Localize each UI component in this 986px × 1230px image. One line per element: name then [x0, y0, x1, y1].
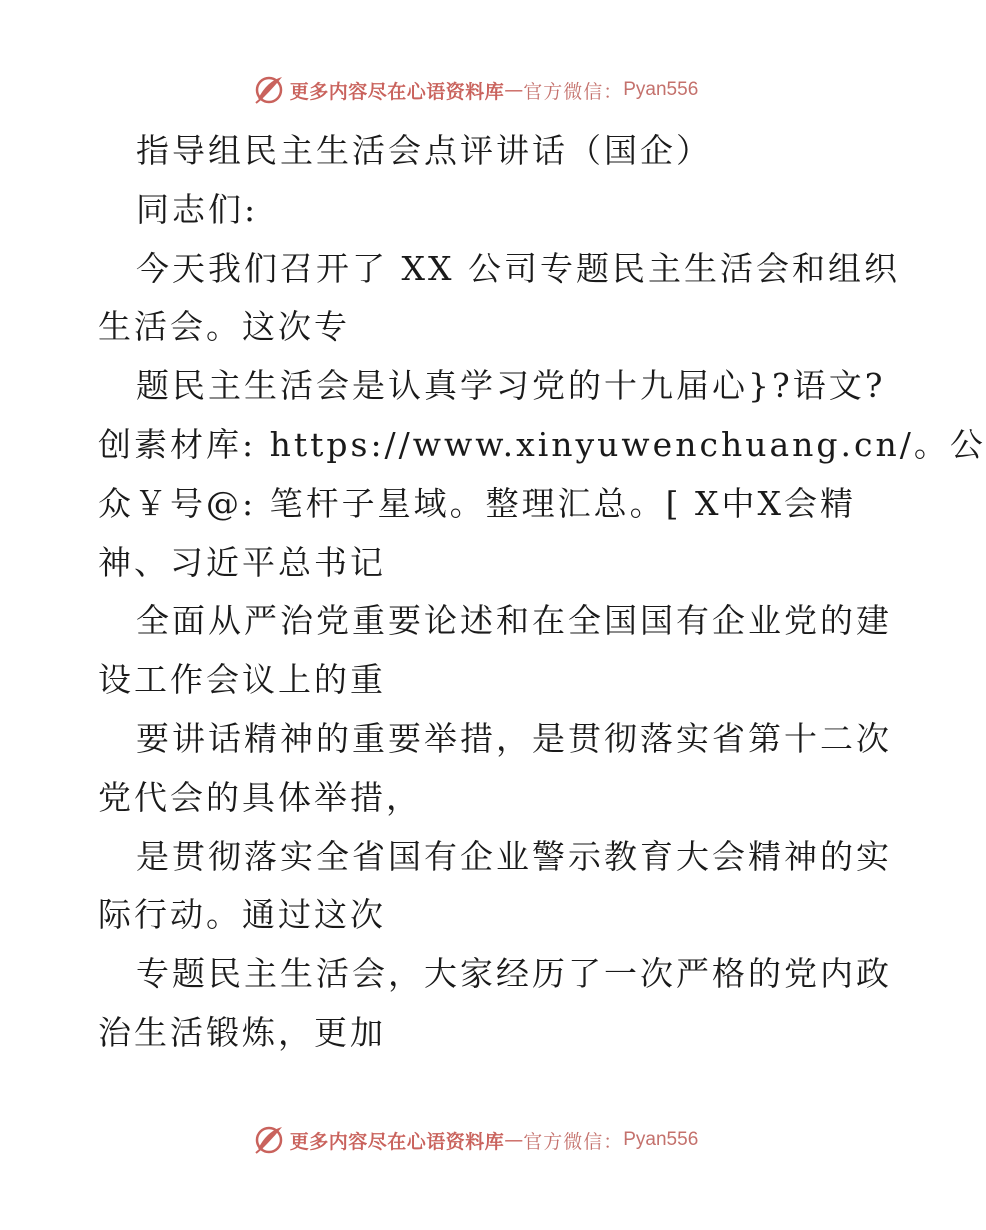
paragraph-line: 神、习近平总书记 [98, 542, 386, 582]
pen-logo-icon [252, 1123, 286, 1157]
header-watermark [0, 70, 950, 110]
watermark-separator: — [504, 79, 524, 101]
watermark-wechat-id: Pyan556 [623, 79, 699, 100]
paragraph-line: 全面从严治党重要论述和在全国国有企业党的建 [136, 601, 892, 641]
paragraph-line: 要讲话精神的重要举措，是贯彻落实省第十二次 [136, 718, 892, 758]
paragraph-line: 治生活锻炼，更加 [98, 1012, 386, 1052]
watermark-main-text: 更多内容尽在心语资料库 [289, 80, 505, 103]
paragraph-line: 专题民主生活会，大家经历了一次严格的党内政 [136, 954, 892, 994]
paragraph-line: 设工作会议上的重 [98, 660, 386, 700]
pen-logo-icon [252, 73, 286, 107]
watermark-wechat-id: Pyan556 [623, 1129, 699, 1150]
paragraph-line: 题民主生活会是认真学习党的十九届心}?语文? [136, 366, 886, 406]
watermark-main-text: 更多内容尽在心语资料库 [289, 1130, 505, 1153]
paragraph-line: 生活会。这次专 [98, 307, 350, 347]
paragraph-line: 是贯彻落实全省国有企业警示教育大会精神的实 [136, 836, 892, 876]
paragraph-line: 众￥号@: 笔杆子星域。整理汇总。[ X中X会精 [98, 483, 856, 523]
document-body [98, 122, 986, 1063]
paragraph-line: 党代会的具体举措， [98, 777, 422, 817]
watermark-separator: — [504, 1129, 524, 1151]
document-title: 指导组民主生活会点评讲话（国企） [136, 131, 712, 170]
footer-watermark [0, 1120, 950, 1160]
watermark-official-label: 官方微信： [523, 80, 624, 103]
salutation: 同志们: [136, 189, 259, 229]
paragraph-line: 际行动。通过这次 [98, 895, 386, 935]
paragraph-line: 创素材库: https://www.xinyuwenchuang.cn/。公 [98, 424, 986, 464]
watermark-official-label: 官方微信： [523, 1130, 624, 1153]
paragraph-line: 今天我们召开了 XX 公司专题民主生活会和组织 [136, 248, 900, 288]
